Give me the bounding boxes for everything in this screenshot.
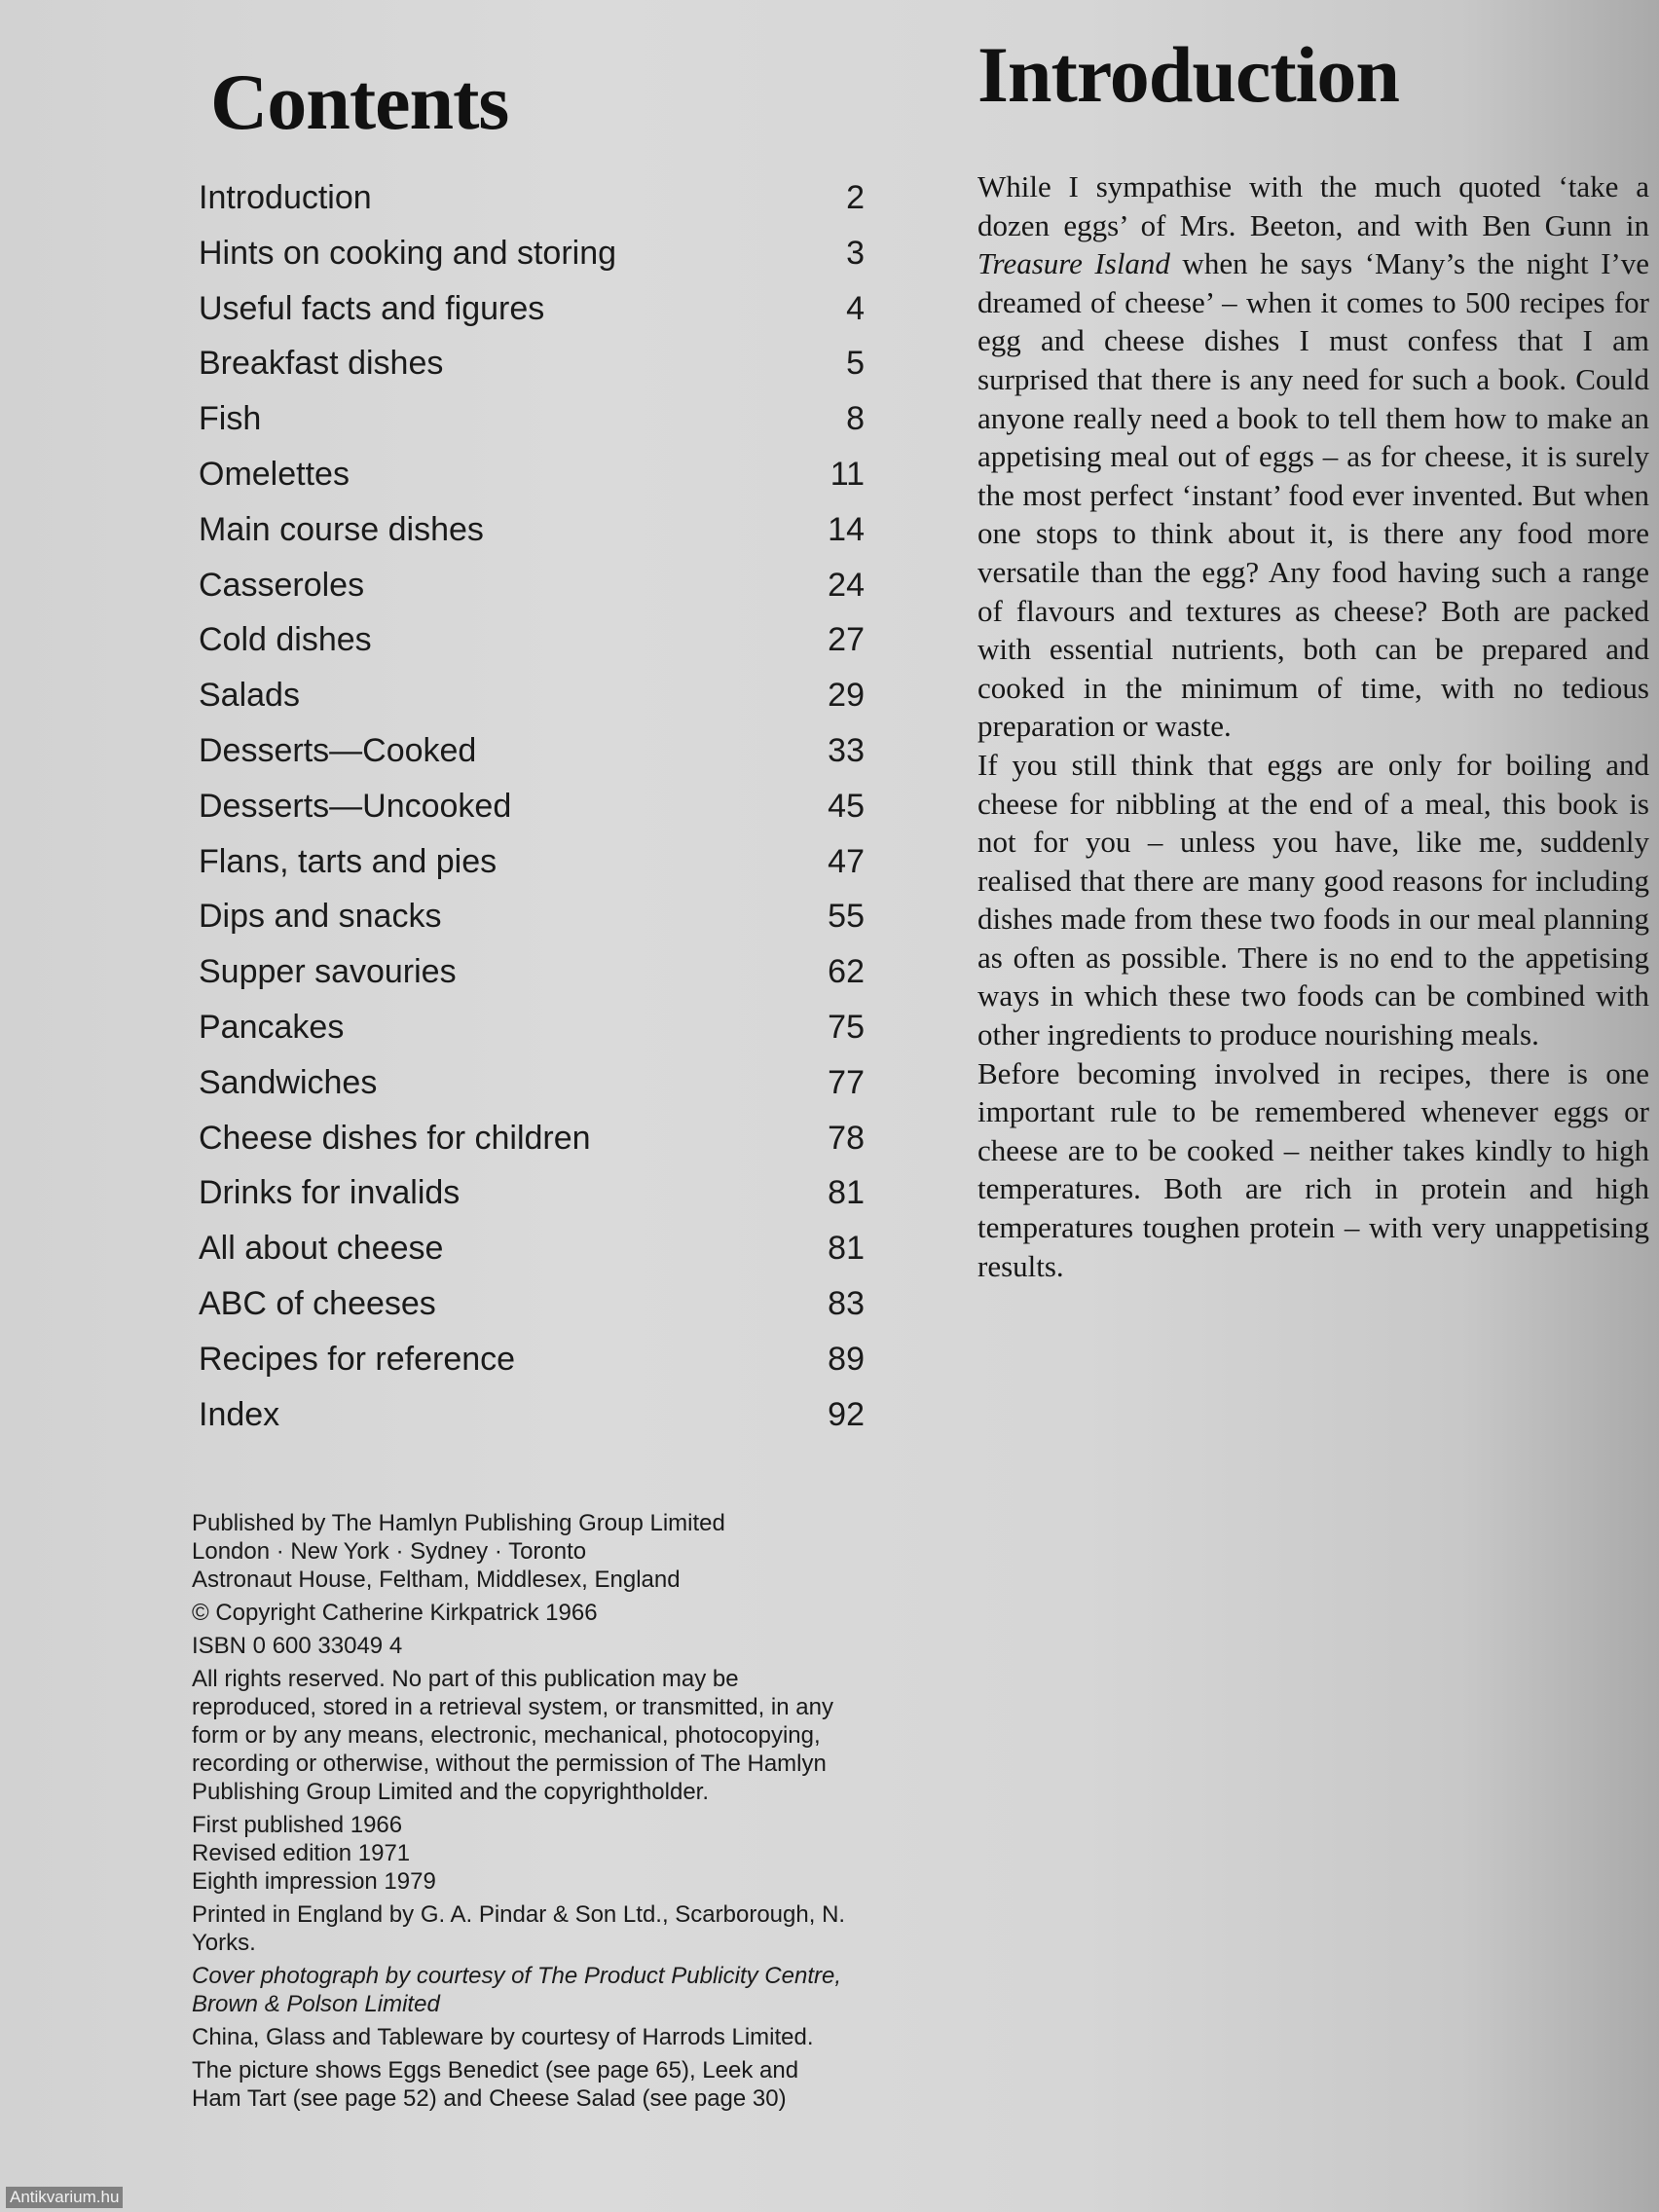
toc-entry-page: 3 <box>846 234 865 272</box>
toc-entry <box>193 843 865 899</box>
toc-entry-page: 55 <box>828 898 865 936</box>
toc-entry-page: 14 <box>828 510 865 548</box>
toc-entry <box>193 677 865 732</box>
imprint-cover-photo: Cover photograph by courtesy of The Product Publicity Centre, Brown & Polson Limited <box>192 1963 842 2017</box>
toc-entry-title: Flans, tarts and pies <box>199 842 498 880</box>
toc-entry <box>193 567 865 622</box>
toc-entry-page: 77 <box>828 1063 865 1101</box>
toc-entry <box>193 400 865 456</box>
toc-entry-title: Recipes for reference <box>199 1340 516 1378</box>
imprint-printer: Printed in England by G. A. Pindar & Son Ltd., Scarborough, N. Yorks. <box>192 1901 846 1956</box>
toc-entry-page: 29 <box>828 677 865 715</box>
toc-entry-title: Introduction <box>199 179 372 216</box>
toc-entry <box>193 1285 865 1341</box>
toc-entry <box>193 511 865 567</box>
intro-paragraph-2: If you still think that eggs are only for boiling and cheese for nibbling at the end of a meal, this book is not for you – unless you have, like me, suddenly realised that there are many good reasons for including dishes made from these two foods in our meal planning as often as possible. There is no end to the appetising ways in which these two foods can be combined with other ingredients to produce nourishing meals. <box>977 747 1649 1052</box>
toc-entry-title: Index <box>199 1395 280 1433</box>
imprint-revised: Revised edition 1971 <box>192 1840 411 1866</box>
toc-entry <box>193 290 865 346</box>
toc-entry-page: 81 <box>828 1230 865 1268</box>
imprint-picture-caption: The picture shows Eggs Benedict (see page 65), Leek and Ham Tart (see page 52) and Cheese Salad (see page 30) <box>192 2057 799 2112</box>
toc-entry <box>193 235 865 290</box>
table-of-contents <box>193 179 865 1451</box>
intro-paragraph-3: Before becoming involved in recipes, there is one important rule to be remembered whenever eggs or cheese are to be cooked – neither takes kindly to high temperatures. Both are rich in protein and high temperatures toughen protein – with very unappetising results. <box>977 1055 1649 1283</box>
toc-entry-page: 4 <box>846 289 865 327</box>
intro-paragraph-1 <box>977 167 1649 746</box>
toc-entry <box>193 788 865 843</box>
toc-entry-title: Pancakes <box>199 1008 345 1046</box>
toc-entry-title: ABC of cheeses <box>199 1284 436 1322</box>
toc-entry <box>193 953 865 1009</box>
toc-entry-title: Dips and snacks <box>199 898 442 936</box>
toc-entry-title: Fish <box>199 400 262 438</box>
introduction-heading: Introduction <box>977 30 1400 119</box>
imprint-address: Astronaut House, Feltham, Middlesex, England <box>192 1567 681 1593</box>
toc-entry <box>193 1120 865 1175</box>
toc-entry <box>193 179 865 235</box>
imprint-tableware: China, Glass and Tableware by courtesy of Harrods Limited. <box>192 2024 814 2050</box>
imprint-editions <box>192 1811 854 1896</box>
toc-entry <box>193 1396 865 1452</box>
toc-entry-page: 89 <box>828 1340 865 1378</box>
imprint-cities: London · New York · Sydney · Toronto <box>192 1538 587 1565</box>
contents-heading: Contents <box>210 57 509 146</box>
toc-entry <box>193 456 865 511</box>
toc-entry-title: Sandwiches <box>199 1063 378 1101</box>
intro-p1-end: when he says ‘Many’s the night I’ve dreamed of cheese’ – when it comes to 500 recipes for egg and cheese dishes I must confess that I am surprised that there is any need for such a book. Could anyone really need a book to tell them how to make an appetising meal out of eggs – as for cheese, it is surely the most perfect ‘instant’ food ever invented. But when one stops to think about it, is there any food more versatile than the egg? Any food having such a range of flavours and textures as cheese? Both are packed with essential nutrients, both can be prepared and cooked in the minimum of time, with no tedious preparation or waste. <box>977 246 1649 744</box>
imprint-copyright: © Copyright Catherine Kirkpatrick 1966 <box>192 1600 598 1626</box>
toc-entry-title: Hints on cooking and storing <box>199 234 617 272</box>
publication-imprint <box>192 1509 854 2118</box>
toc-entry-page: 92 <box>828 1395 865 1433</box>
imprint-publisher-block <box>192 1509 854 1594</box>
toc-entry-page: 11 <box>830 455 865 493</box>
toc-entry <box>193 1064 865 1120</box>
toc-entry-title: Breakfast dishes <box>199 345 444 383</box>
imprint-impression: Eighth impression 1979 <box>192 1868 436 1895</box>
toc-entry-page: 8 <box>846 400 865 438</box>
toc-entry <box>193 732 865 788</box>
toc-entry <box>193 1009 865 1064</box>
toc-entry-page: 83 <box>828 1284 865 1322</box>
imprint-first-published: First published 1966 <box>192 1812 403 1838</box>
toc-entry-title: Supper savouries <box>199 953 457 991</box>
intro-book-title: Treasure Island <box>977 246 1170 281</box>
toc-entry-title: Desserts—Cooked <box>199 731 477 769</box>
toc-entry-title: All about cheese <box>199 1230 444 1268</box>
imprint-publisher: Published by The Hamlyn Publishing Group Limited <box>192 1510 725 1536</box>
toc-entry <box>193 345 865 400</box>
toc-entry-title: Desserts—Uncooked <box>199 787 512 825</box>
imprint-rights: All rights reserved. No part of this publication may be reproduced, stored in a retrieval system, or transmitted, in any form or by any means, electronic, mechanical, photocopying, recording or otherwise, without the permission of The Hamlyn Publishing Group Limited and the copyrightholder. <box>192 1666 833 1805</box>
imprint-isbn: ISBN 0 600 33049 4 <box>192 1633 403 1659</box>
intro-p1-start: While I sympathise with the much quoted ‘take a dozen eggs’ of Mrs. Beeton, and with Ben Gunn in <box>977 169 1649 242</box>
toc-entry-title: Casseroles <box>199 566 365 604</box>
toc-entry-title: Main course dishes <box>199 510 484 548</box>
toc-entry-page: 5 <box>846 345 865 383</box>
toc-entry-title: Drinks for invalids <box>199 1174 461 1212</box>
toc-entry-page: 24 <box>828 566 865 604</box>
introduction-text <box>977 167 1649 1285</box>
toc-entry <box>193 898 865 953</box>
toc-entry-page: 78 <box>828 1119 865 1157</box>
toc-entry <box>193 1174 865 1230</box>
toc-entry <box>193 1230 865 1285</box>
toc-entry-title: Cold dishes <box>199 621 372 659</box>
toc-entry-page: 81 <box>828 1174 865 1212</box>
toc-entry-page: 62 <box>828 953 865 991</box>
toc-entry-title: Useful facts and figures <box>199 289 545 327</box>
toc-entry <box>193 1341 865 1396</box>
toc-entry-page: 47 <box>828 842 865 880</box>
watermark: Antikvarium.hu <box>6 2187 123 2208</box>
toc-entry-title: Omelettes <box>199 455 350 493</box>
toc-entry-page: 33 <box>828 731 865 769</box>
toc-entry-title: Cheese dishes for children <box>199 1119 591 1157</box>
toc-entry-page: 2 <box>846 179 865 216</box>
toc-entry <box>193 621 865 677</box>
toc-entry-title: Salads <box>199 677 300 715</box>
toc-entry-page: 45 <box>828 787 865 825</box>
toc-entry-page: 27 <box>828 621 865 659</box>
toc-entry-page: 75 <box>828 1008 865 1046</box>
